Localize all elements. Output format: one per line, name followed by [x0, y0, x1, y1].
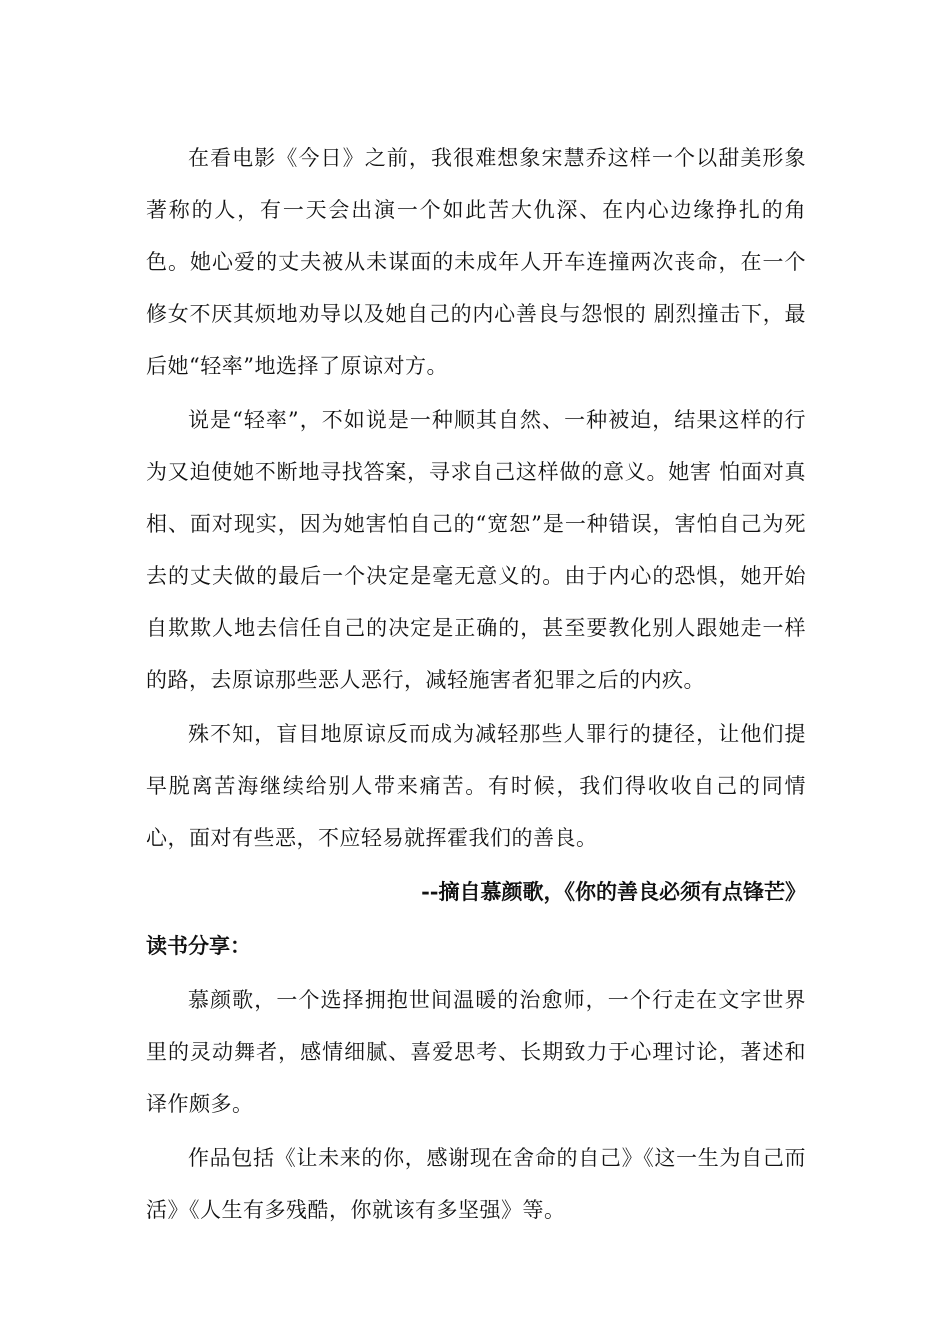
document-page	[146, 132, 806, 1238]
sharing-paragraph-1: 慕颜歌，一个选择拥抱世间温暖的治愈师，一个行走在文字世界里的灵动舞者，感情细腻、喜爱思考、长期致力于心理讨论，著述和译作颇多。	[146, 988, 806, 1116]
reading-sharing-heading: 读书分享：	[146, 933, 251, 958]
article-paragraph-3: 殊不知，盲目地原谅反而成为减轻那些人罪行的捷径，让他们提早脱离苦海继续给别人带来痛苦。有时候，我们得收收自己的同情心，面对有些恶，不应轻易就挥霍我们的善良。	[146, 722, 806, 850]
sharing-paragraph-2: 作品包括《让未来的你，感谢现在舍命的自己》《这一生为自己而活》《人生有多残酷，你就该有多坚强》等。	[146, 1146, 806, 1222]
source-attribution: --摘自慕颜歌，《你的善良必须有点锋芒》	[421, 879, 806, 904]
article-paragraph-2: 说是“轻率”，不如说是一种顺其自然、一种被迫，结果这样的行为又迫使她不断地寻找答案，寻求自己这样做的意义。她害 怕面对真相、面对现实，因为她害怕自己的“宽恕”是一种错误，害怕自己为死去的丈夫做的最后一个决定是毫无意义的。由于内心的恐惧，她开始自欺欺人地去信任自己的决定是正确的，甚至要教化别人跟她走一样的路，去原谅那些恶人恶行，减轻施害者犯罪之后的内疚。	[146, 408, 806, 692]
article-paragraph-1: 在看电影《今日》之前，我很难想象宋慧乔这样一个以甜美形象著称的人，有一天会出演一个如此苦大仇深、在内心边缘挣扎的角色。她心爱的丈夫被从未谋面的未成年人开车连撞两次丧命，在一个修女不厌其烦地劝导以及她自己的内心善良与怨恨的 剧烈撞击下，最后她“轻率”地选择了原谅对方。	[146, 146, 806, 378]
